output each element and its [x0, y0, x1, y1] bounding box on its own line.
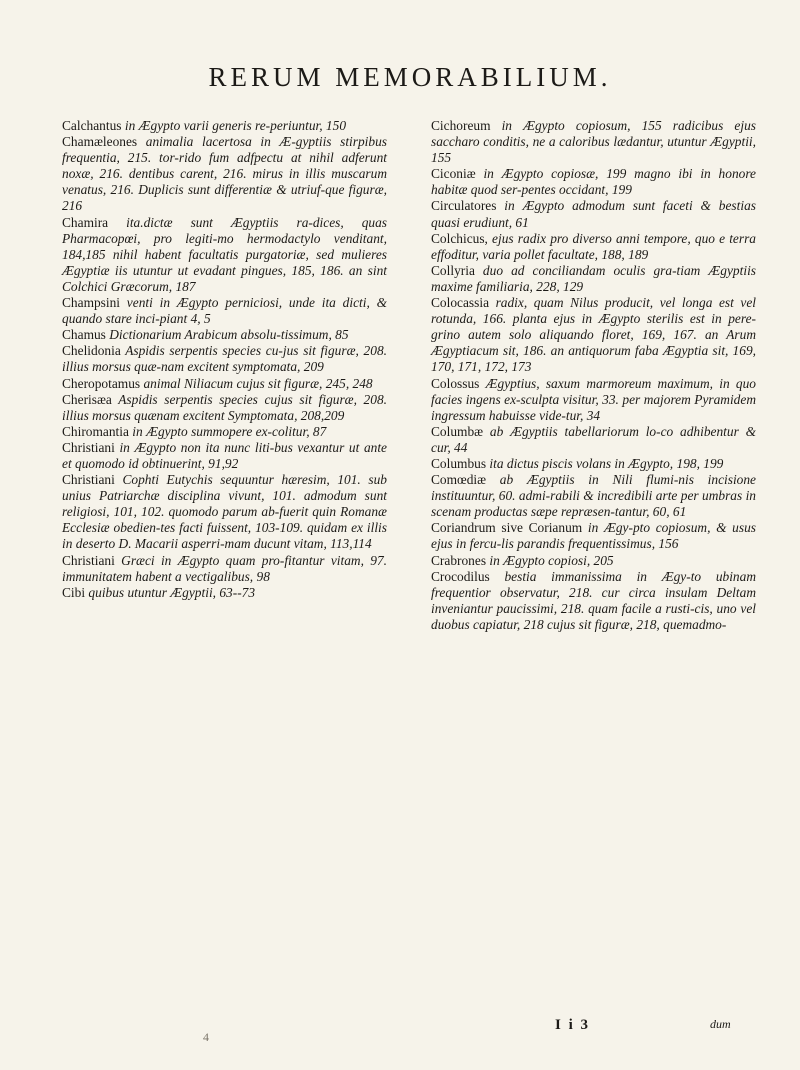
entry-text: venti in Ægypto perniciosi, unde ita dicti, & quando stare inci-piant 4, 5 — [62, 295, 387, 327]
index-entry — [62, 295, 387, 327]
index-entry — [431, 520, 756, 552]
entry-text: in Ægypto admodum sunt faceti & bestias quasi erudiunt, 61 — [431, 198, 756, 230]
entry-text: in Ægypto non ita nunc liti-bus vexantur ut ante et quomodo id obtinuerint, 91,92 — [62, 439, 387, 471]
index-column-left — [62, 118, 387, 601]
index-entry — [431, 472, 756, 520]
entry-headword: Chamira — [62, 214, 109, 230]
entry-headword: Chamus — [62, 327, 106, 343]
entry-text: Ægyptius, saxum marmoreum maximum, in quo facies ingens ex-sculpta visitur, 33. per majorem Pyramidem ingressum habuisse vide-tur, 34 — [431, 375, 756, 423]
entry-headword: Colocassia — [431, 295, 490, 311]
entry-headword: Christiani — [62, 552, 115, 568]
index-entry — [62, 327, 387, 343]
entry-headword: Cherisæa — [62, 391, 112, 407]
entry-text: ab Ægyptiis in Nili flumi-nis incisione instituuntur, 60. admi-rabili & incredibili arte per umbras in scenam productas sæpe repræsen-tantur, 60, 61 — [431, 472, 756, 520]
index-entry — [431, 569, 756, 633]
entry-text: animalia lacertosa in Æ-gyptiis stirpibus frequentia, 215. tor-rido fum adfpectu at nihil adferunt noxæ, 216. dentibus carent, 216. mirus in illis muscarum venatus, 216. Duplicis sunt differentiæ & utriuf-que figuræ, 216 — [62, 134, 387, 214]
entry-text: radix, quam Nilus producit, vel longa est vel rotunda, 166. planta ejus in Ægypto sterilis est in pere-grino autem solo aliquando floret, 169, 167. an Arum Ægyptiacum sit, 186. an antiquorum faba Ægyptia sit, 169, 170, 171, 172, 173 — [431, 295, 756, 375]
index-entry — [62, 376, 387, 392]
index-entry — [62, 215, 387, 295]
index-entry — [431, 553, 756, 569]
entry-headword: Circulatores — [431, 198, 497, 214]
index-entry — [62, 343, 387, 375]
entry-headword: Christiani — [62, 472, 115, 488]
page-header: RERUM MEMORABILIUM. — [208, 62, 612, 92]
index-entry — [62, 118, 387, 134]
index-entry — [62, 424, 387, 440]
entry-headword: Chamæleones — [62, 134, 138, 150]
entry-headword: Crabrones — [431, 552, 487, 568]
index-entry — [431, 295, 756, 375]
entry-text: in Ægypto summopere ex-colitur, 87 — [128, 423, 327, 439]
entry-text: Aspidis serpentis species cu-jus sit figuræ, 208. illius morsus quæ-nam excitent symptomata, 209 — [62, 343, 387, 375]
index-entry — [431, 231, 756, 263]
catchword: dum — [710, 1017, 731, 1031]
entry-text: Græci in Ægypto quam pro-fitantur vitam, 97. immunitatem habent a vectigalibus, 98 — [62, 552, 387, 584]
page-mark: 4 — [203, 1030, 209, 1044]
entry-headword: Calchantus — [62, 118, 122, 133]
entry-text: in Ægy-pto copiosum, & usus ejus in fercu-lis parandis frequentissimus, 156 — [431, 520, 756, 552]
entry-headword: Columbæ — [431, 423, 484, 439]
entry-text: quibus utuntur Ægyptii, 63--73 — [85, 584, 256, 600]
index-entry — [62, 392, 387, 424]
entry-headword: Cheropotamus — [62, 375, 141, 391]
index-entry — [431, 166, 756, 198]
entry-text: bestia immanissima in Ægy-to ubinam frequentior observatur, 218. cur circa insulam Deltam inveniantur paucissimi, 218. quam facile a rusti-cis, uno vel duobus capiatur, 218 cujus sit figuræ, 218, quemadmo- — [431, 568, 756, 632]
entry-text: in Ægypto copiosæ, 199 magno ibi in honore habitæ quod ser-pentes occidant, 199 — [431, 166, 756, 198]
entry-headword: Cibi — [62, 584, 86, 600]
entry-headword: Comœdiæ — [431, 472, 487, 488]
entry-text: ejus radix pro diverso anni tempore, quo e terra effoditur, varia pollet facultate, 188, 189 — [431, 230, 756, 262]
entry-headword: Champsini — [62, 295, 121, 311]
entry-headword: Colchicus, — [431, 230, 488, 246]
index-entry — [62, 472, 387, 552]
entry-text: in Ægypto copiosum, 155 radicibus ejus saccharo conditis, ne a caloribus lædantur, utuntur Ægyptii, 155 — [431, 118, 756, 166]
index-entry — [431, 424, 756, 456]
entry-headword: Ciconiæ — [431, 166, 476, 182]
entry-text: ita dictus piscis volans in Ægypto, 198, 199 — [486, 455, 724, 471]
entry-headword: Cichoreum — [431, 118, 491, 133]
entry-text: in Ægypto varii generis re-periuntur, 150 — [121, 118, 347, 133]
entry-text: ab Ægyptiis tabellariorum lo-co adhibentur & cur, 44 — [431, 423, 756, 455]
index-entry — [431, 118, 756, 166]
entry-text: Cophti Eutychis sequuntur hæresim, 101. sub unius Patriarchæ disciplina vivunt, 101. admodum sunt religiosi, 101, 102. quomodo parum ab-fuerit quin Romanæ Ecclesiæ obedien-tes facti fuissent, 103-109. quidam ex illis in deserto D. Macarii asperri-mam ducunt vitam, 113,114 — [62, 472, 387, 552]
index-entry — [62, 585, 387, 601]
entry-headword: Colossus — [431, 375, 480, 391]
index-entry — [431, 376, 756, 424]
entry-text: duo ad conciliandam oculis gra-tiam Ægyptiis maxime familiaria, 228, 129 — [431, 262, 756, 294]
entry-headword: Crocodilus — [431, 568, 490, 584]
entry-headword: Coriandrum sive Corianum — [431, 520, 583, 536]
entry-headword: Collyria — [431, 262, 475, 278]
entry-headword: Chiromantia — [62, 423, 129, 439]
entry-text: in Ægypto copiosi, 205 — [486, 552, 614, 568]
entry-text: Dictionarium Arabicum absolu-tissimum, 85 — [105, 327, 349, 343]
entry-headword: Chelidonia — [62, 343, 121, 359]
index-column-right — [431, 118, 756, 633]
index-entry — [62, 440, 387, 472]
entry-text: Aspidis serpentis species cujus sit figuræ, 208. illius morsus quænam excitent Symptomata, 208,209 — [62, 391, 387, 423]
index-entry — [431, 263, 756, 295]
signature-mark: I i 3 — [555, 1017, 591, 1033]
entry-text: animal Niliacum cujus sit figuræ, 245, 248 — [140, 375, 373, 391]
index-entry — [431, 456, 756, 472]
index-entry — [431, 198, 756, 230]
entry-headword: Columbus — [431, 455, 487, 471]
entry-text: ita.dictæ sunt Ægyptiis ra-dices, quas Pharmacopœi, pro legiti-mo hermodactylo venditant, 184,185 nihil habent facultatis purgatoriæ, sed mulieres Ægyptiæ iis utuntur ut evadant pingues, 185, 186. an sint Colchici Græcorum, 187 — [62, 214, 387, 294]
entry-headword: Christiani — [62, 439, 115, 455]
index-entry — [62, 553, 387, 585]
index-entry — [62, 134, 387, 214]
